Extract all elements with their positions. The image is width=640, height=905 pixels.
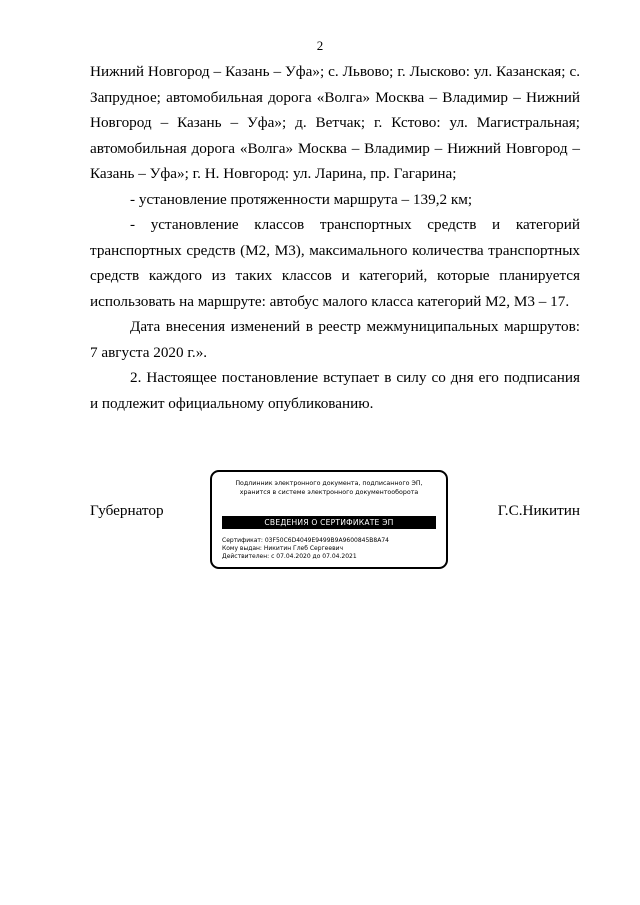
stamp-certificate-row [222, 537, 438, 545]
signer-position: Губернатор [90, 502, 164, 519]
certificate-value: 03F50C6D4049E9499B9A9600845B8A74 [264, 537, 389, 544]
paragraph-effective-clause: 2. Настоящее постановление вступает в силу со дня его подписания и подлежит официальному опубликованию. [90, 369, 580, 412]
document-body [90, 59, 580, 416]
stamp-header-line-2: хранится в системе электронного документооборота [239, 488, 419, 496]
issued-to-value: Никитин Глеб Сергеевич [263, 545, 344, 552]
stamp-issued-to-row [222, 545, 438, 553]
paragraph-route-length: - установление протяженности маршрута – 139,2 км; [130, 190, 473, 208]
paragraph-registry-date: Дата внесения изменений в реестр межмуниципальных маршрутов: 7 августа 2020 г.». [90, 318, 580, 361]
stamp-title-bar: СВЕДЕНИЯ О СЕРТИФИКАТЕ ЭП [222, 516, 436, 529]
electronic-signature-stamp [210, 470, 448, 569]
stamp-details [222, 537, 438, 561]
stamp-header [212, 480, 446, 497]
page-number: 2 [316, 38, 324, 53]
certificate-label: Сертификат: [222, 537, 263, 544]
signature-block [90, 470, 580, 573]
validity-label: Действителен: [222, 553, 270, 560]
signer-name: Г.С.Никитин [497, 502, 580, 519]
validity-value: с 07.04.2020 до 07.04.2021 [271, 553, 357, 560]
paragraph-route-stops: Нижний Новгород – Казань – Уфа»; с. Львово; г. Лысково: ул. Казанская; с. Запрудное; автомобильная дорога «Волга» Москва – Владимир – Нижний Новгород – Казань – Уфа»; д. Ветчак; г. Кстово: ул. Магистральная; автомобильная дорога «Волга» Москва – Владимир – Нижний Новгород – Казань – Уфа»; г. Н. Новгород: ул. Ларина, пр. Гагарина; [90, 63, 580, 182]
stamp-validity-row [222, 553, 438, 561]
issued-to-label: Кому выдан: [222, 545, 262, 552]
stamp-header-line-1: Подлинник электронного документа, подписанного ЭП, [235, 480, 423, 487]
paragraph-vehicle-classes: - установление классов транспортных средств и категорий транспортных средств (М2, М3), максимального количества транспортных средств каждого из таких классов и категорий, которые планируется использовать на маршруте: автобус малого класса категорий М2, М3 – 17. [90, 216, 580, 310]
